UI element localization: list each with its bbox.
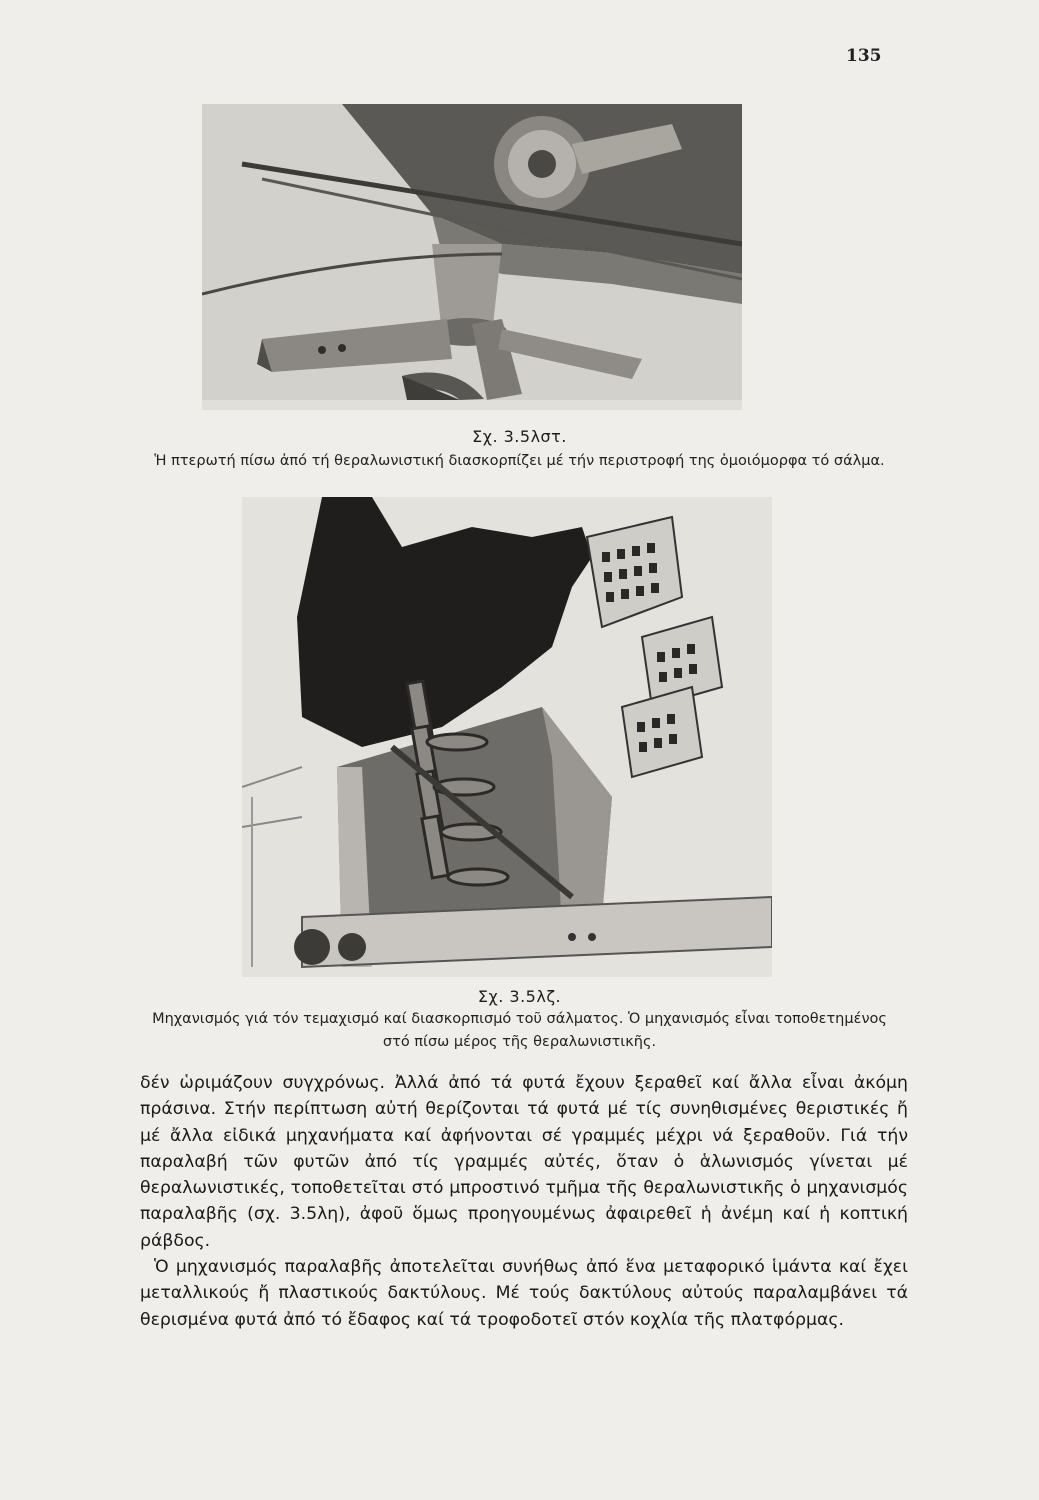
figure-2-label: Σχ. 3.5λζ.	[477, 987, 562, 1006]
figure-2-caption-line-2: στό πίσω μέρος τῆς θεραλωνιστικῆς.	[382, 1034, 657, 1050]
paragraph-1: δέν ὡριμάζουν συγχρόνως. Ἀλλά ἀπό τά φυτά ἔχουν ξεραθεῖ καί ἄλλα εἶναι ἀκόμη πράσινα. Στήν περίπτωση αὐτή θερίζονται τά φυτά μέ τίς συνηθισμένες θεριστικές ἤ μέ ἄλλα εἰδικά μηχανήματα καί ἀφήνονται σέ γραμμές μέχρι νά ξεραθοῦν. Γιά τήν παραλαβή τῶν φυτῶν ἀπό τίς γραμμές αὐτές, ὅταν ὁ ἁλωνισμός γίνεται μέ θεραλωνιστικές, τοποθετεῖται στό μπροστινό τμῆμα τῆς θεραλωνιστικῆς ὁ μηχανισμός παραλαβῆς (σχ. 3.5λη), ἀφοῦ ὅμως προηγουμένως ἀφαιρεθεῖ ἡ ἀνέμη καί ἡ κοπτική ράβδος.	[140, 1073, 908, 1251]
figure-2-caption-line-1: Μηχανισμός γιά τόν τεμαχισμό καί διασκορπισμό τοῦ σάλματος. Ὁ μηχανισμός εἶναι τοποθετημένος	[152, 1011, 887, 1027]
figure-1-caption: Ἡ πτερωτή πίσω ἀπό τή θεραλωνιστική διασκορπίζει μέ τήν περιστροφή της ὁμοιόμορφα τό σάλμα.	[154, 453, 885, 469]
paragraph-2: Ὁ μηχανισμός παραλαβῆς ἀποτελεῖται συνήθως ἀπό ἕνα μεταφορικό ἱμάντα καί ἔχει μεταλλικούς ἤ πλαστικούς δακτύλους. Μέ τούς δακτύλους αὐτούς παραλαμβάνει τά θερισμένα φυτά ἀπό τό ἔδαφος καί τά τροφοδοτεῖ στόν κοχλία τῆς πλατφόρμας.	[140, 1257, 908, 1330]
body-text	[140, 1070, 908, 1333]
figure-straw-spreader-photo	[202, 104, 742, 410]
page-number: 135	[846, 46, 882, 66]
figure-1-label: Σχ. 3.5λστ.	[472, 427, 567, 446]
figure-chopper-mechanism-illustration	[242, 497, 772, 977]
